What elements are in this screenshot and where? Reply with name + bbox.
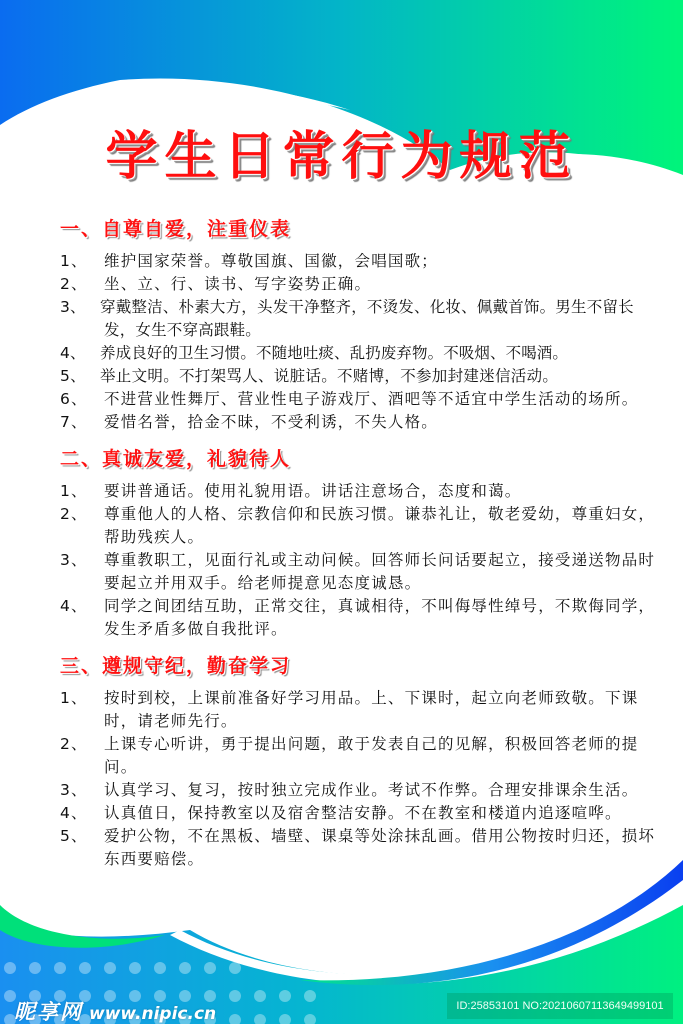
list-item: 6、 不进营业性舞厅、营业性电子游戏厅、酒吧等不适宜中学生活动的场所。: [60, 390, 639, 408]
list-item: 4、 同学之间团结互助，正常交往，真诚相待，不叫侮辱性绰号，不欺侮同学，发生矛盾多做自我批评。: [60, 597, 656, 638]
section-heading: 三、遵规守纪，勤奋学习: [60, 655, 292, 677]
list-item: 7、 爱惜名誉，拾金不昧，不受利诱，不失人格。: [60, 413, 439, 431]
list-item: 4、 养成良好的卫生习惯。不随地吐痰、乱扔废弃物。不吸烟、不喝酒。: [60, 344, 569, 362]
list-item: 3、 认真学习、复习，按时独立完成作业。考试不作弊。合理安排课余生活。: [60, 781, 639, 799]
logo-text: 昵享网: [14, 1000, 83, 1024]
section-1: [60, 214, 660, 434]
list-item: 3、 尊重教职工，见面行礼或主动问候。回答师长问话要起立，接受递送物品时要起立并用双手。给老师提意见态度诚恳。: [60, 551, 656, 592]
list-item: 1、 按时到校，上课前准备好学习用品。上、下课时，起立向老师致敬。下课时，请老师先行。: [60, 689, 639, 730]
list-item: 5、 爱护公物，不在黑板、墙壁、课桌等处涂抹乱画。借用公物按时归还，损坏东西要赔偿。: [60, 827, 656, 868]
section-3: [60, 651, 660, 871]
logo-url: www.nipic.cn: [89, 1004, 217, 1024]
list-item: 2、 上课专心听讲，勇于提出问题，敢于发表自己的见解，积极回答老师的提问。: [60, 735, 639, 776]
section-heading: 二、真诚友爱，礼貌待人: [60, 448, 292, 470]
list-item: 5、 举止文明。不打架骂人、说脏话。不赌博，不参加封建迷信活动。: [60, 367, 559, 385]
section-2: [60, 444, 660, 641]
section-heading: 一、自尊自爱，注重仪表: [60, 218, 292, 240]
image-id-label: ID:25853101 NO:20210607113649499101: [447, 993, 673, 1019]
list-item: 3、 穿戴整洁、朴素大方，头发干净整齐，不烫发、化妆、佩戴首饰。男生不留长发，女生不穿高跟鞋。: [60, 298, 634, 339]
page-title: 学生日常行为规范: [105, 127, 578, 187]
content-area: [60, 214, 660, 881]
list-item: 2、 坐、立、行、读书、写字姿势正确。: [60, 275, 372, 293]
list-item: 2、 尊重他人的人格、宗教信仰和民族习惯。谦恭礼让，敬老爱幼，尊重妇女，帮助残疾人。: [60, 505, 656, 546]
list-item: 1、 要讲普通话。使用礼貌用语。讲话注意场合，态度和蔼。: [60, 482, 522, 500]
list-item: 1、 维护国家荣誉。尊敬国旗、国徽，会唱国歌；: [60, 252, 439, 270]
list-item: 4、 认真值日，保持教室以及宿舍整洁安静。不在教室和楼道内追逐喧哗。: [60, 804, 622, 822]
watermark-logo: [14, 996, 216, 1026]
